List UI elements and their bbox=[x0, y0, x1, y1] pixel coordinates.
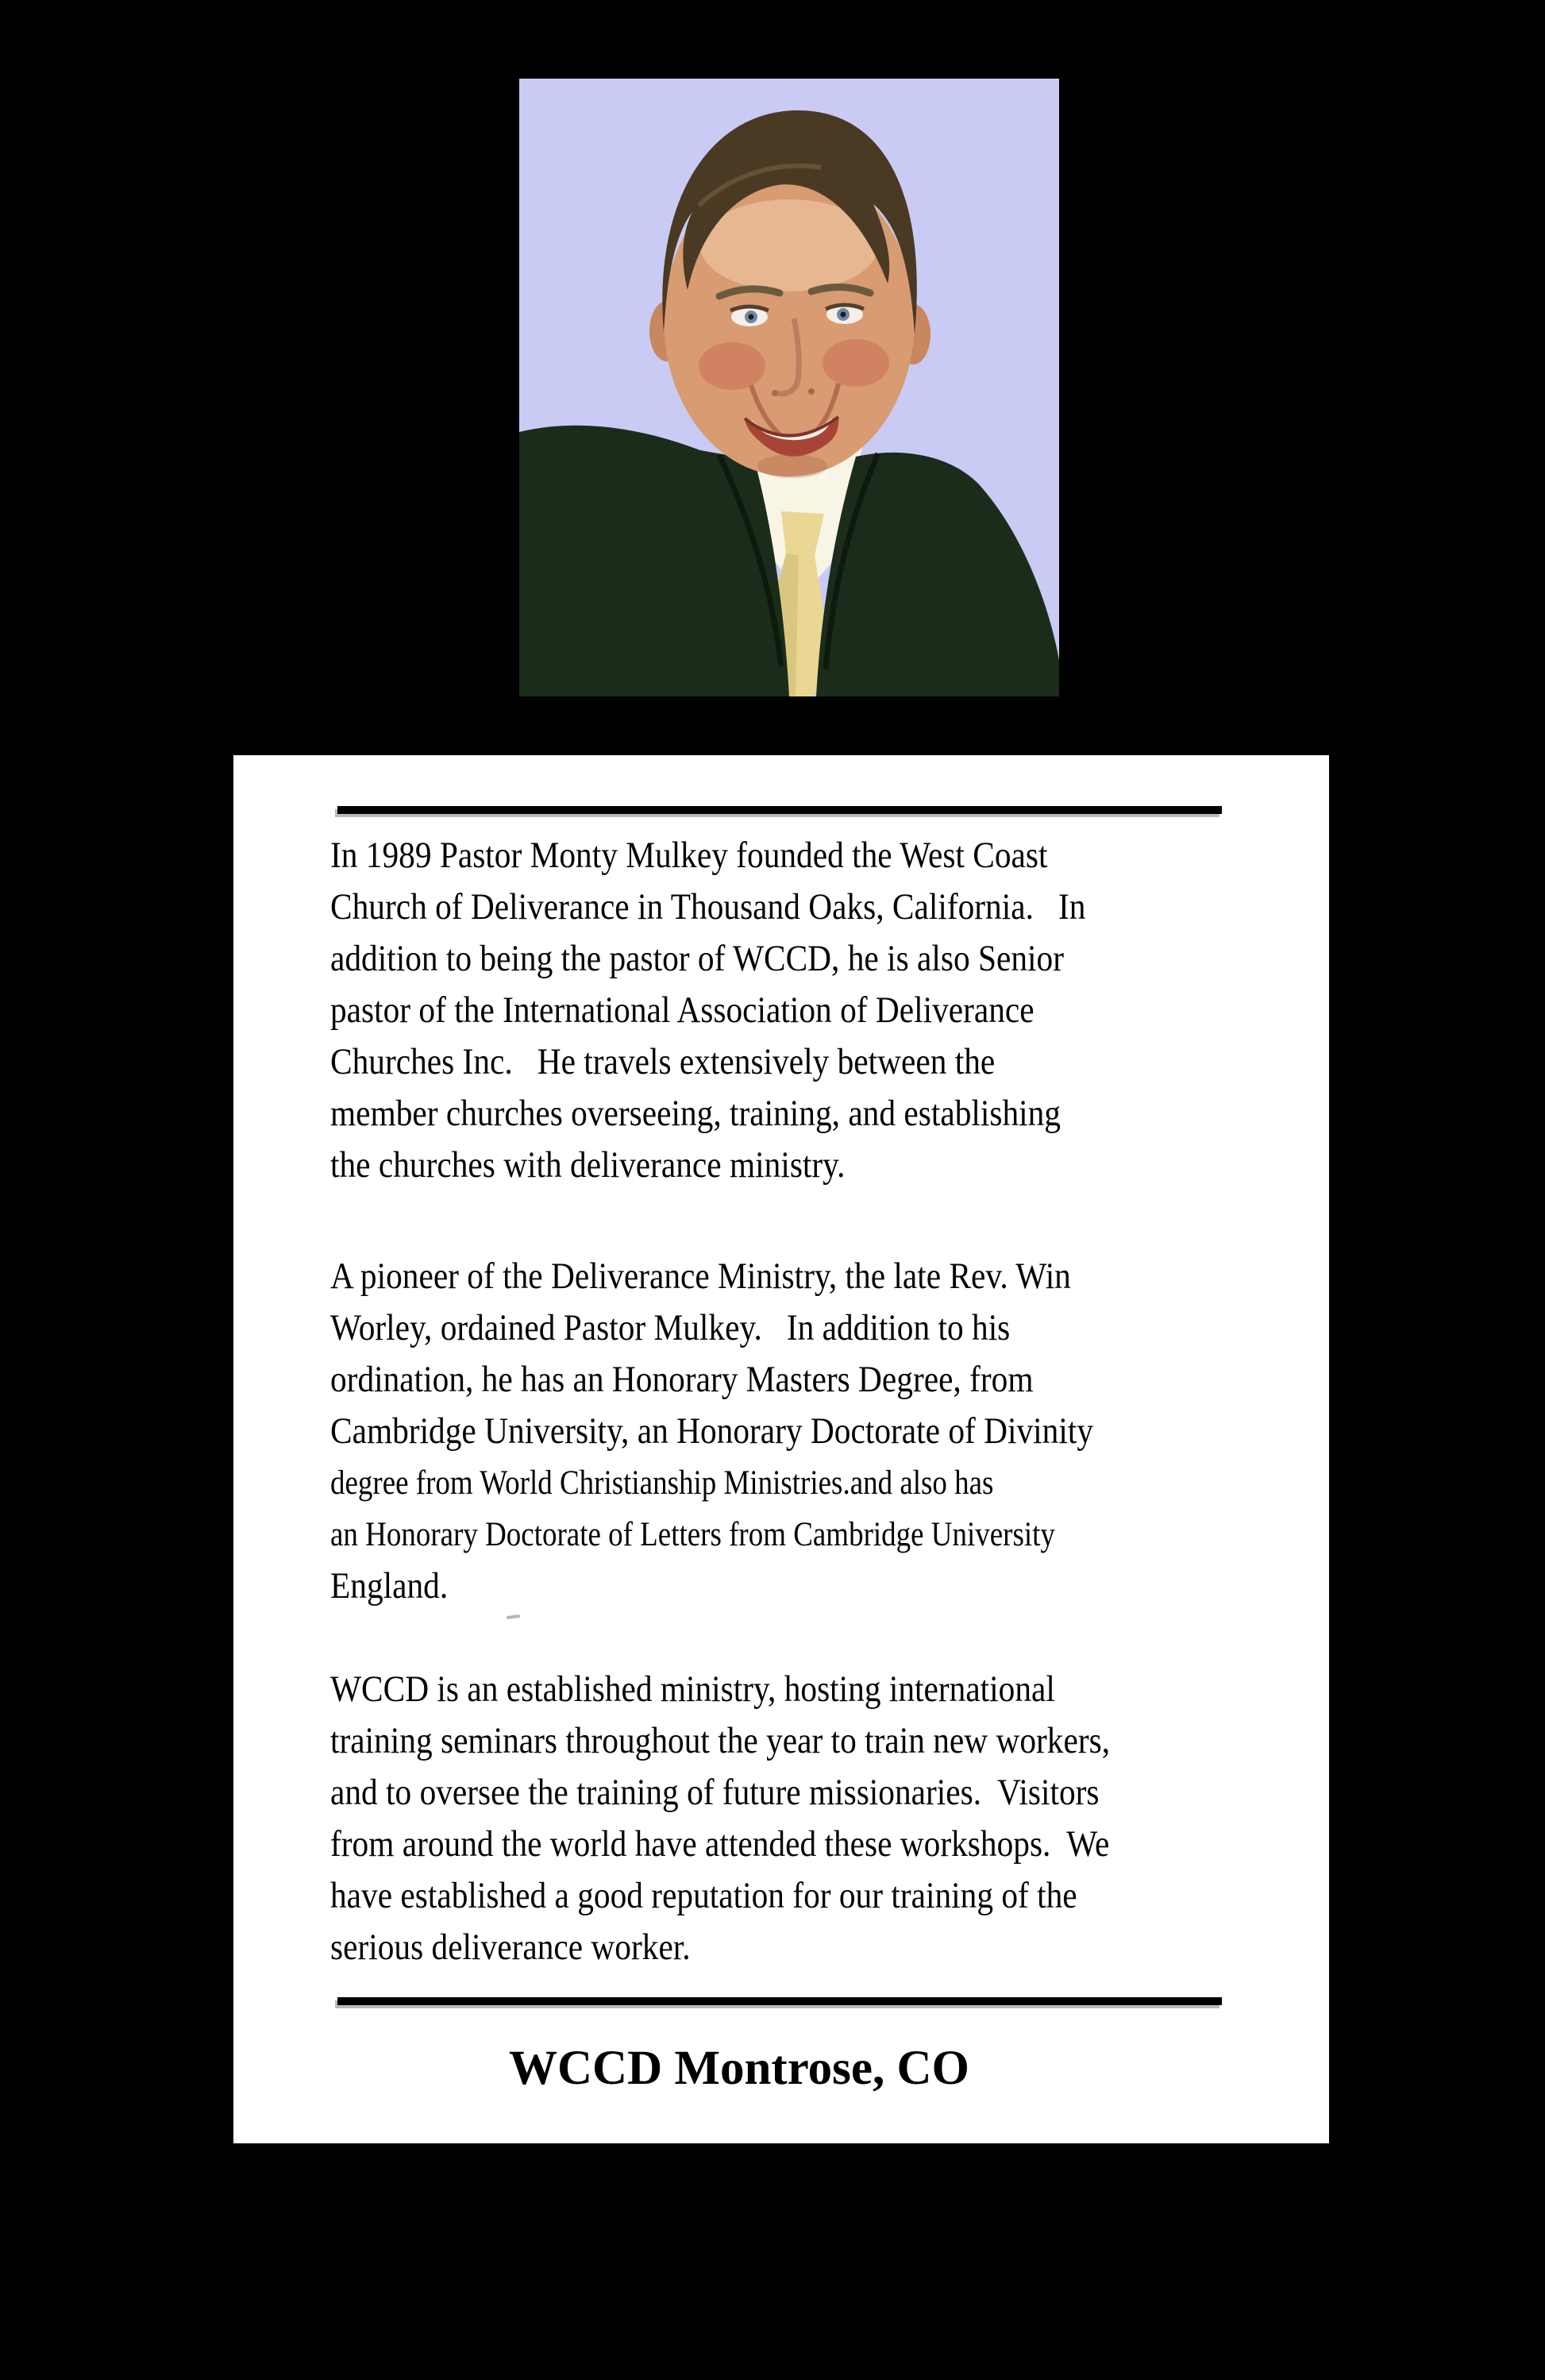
chin-shadow bbox=[757, 454, 827, 478]
top-rule bbox=[337, 806, 1222, 814]
body-text-line: Churches Inc. He travels extensively between the bbox=[330, 1041, 996, 1082]
body-text-line: Worley, ordained Pastor Mulkey. In addition to his bbox=[330, 1307, 1011, 1348]
body-text-line: serious deliverance worker. bbox=[330, 1927, 691, 1968]
body-text-line: In 1989 Pastor Monty Mulkey founded the West Coast bbox=[330, 835, 1048, 876]
body-text-line: pastor of the International Association of Deliverance bbox=[330, 989, 1034, 1031]
body-text-line: England. bbox=[330, 1565, 449, 1607]
right-pupil bbox=[841, 312, 846, 318]
body-text-line: have established a good reputation for our training of the bbox=[330, 1875, 1077, 1916]
left-pupil bbox=[749, 314, 754, 320]
body-text-line: from around the world have attended these workshops. We bbox=[330, 1823, 1110, 1865]
left-nostril bbox=[772, 390, 778, 396]
body-text-line: and to oversee the training of future missionaries. Visitors bbox=[330, 1772, 1100, 1813]
body-text-line: member churches overseeing, training, and establishing bbox=[330, 1093, 1061, 1134]
body-text-line: an Honorary Doctorate of Letters from Cambridge University bbox=[330, 1516, 1055, 1553]
right-nostril bbox=[808, 388, 815, 395]
body-text-line: training seminars throughout the year to train new workers, bbox=[330, 1720, 1111, 1761]
paragraph-founding bbox=[330, 830, 1251, 1191]
portrait-photo bbox=[519, 79, 1059, 696]
portrait-illustration bbox=[519, 79, 1059, 696]
body-text-line: ordination, he has an Honorary Masters Degree, from bbox=[330, 1359, 1034, 1400]
right-cheek-blush bbox=[823, 339, 889, 387]
body-text-line: the churches with deliverance ministry. bbox=[330, 1144, 846, 1186]
bottom-rule bbox=[337, 1997, 1222, 2005]
body-text-line: WCCD is an established ministry, hosting international bbox=[330, 1668, 1055, 1710]
body-text-line: Cambridge University, an Honorary Doctorate of Divinity bbox=[330, 1410, 1094, 1452]
paragraph-ministry bbox=[330, 1664, 1251, 1973]
body-text-line: degree from World Christianship Ministries.and also has bbox=[330, 1464, 994, 1502]
body-text-line: A pioneer of the Deliverance Ministry, the late Rev. Win bbox=[330, 1256, 1071, 1297]
info-card bbox=[233, 755, 1329, 2143]
body-text-line: Church of Deliverance in Thousand Oaks, California. In bbox=[330, 886, 1086, 928]
footer-title: WCCD Montrose, CO bbox=[508, 2042, 969, 2095]
left-cheek-blush bbox=[699, 342, 765, 390]
text-column bbox=[330, 830, 1251, 1973]
paragraph-ordination bbox=[330, 1251, 1251, 1612]
body-text-line: addition to being the pastor of WCCD, he is also Senior bbox=[330, 938, 1064, 979]
